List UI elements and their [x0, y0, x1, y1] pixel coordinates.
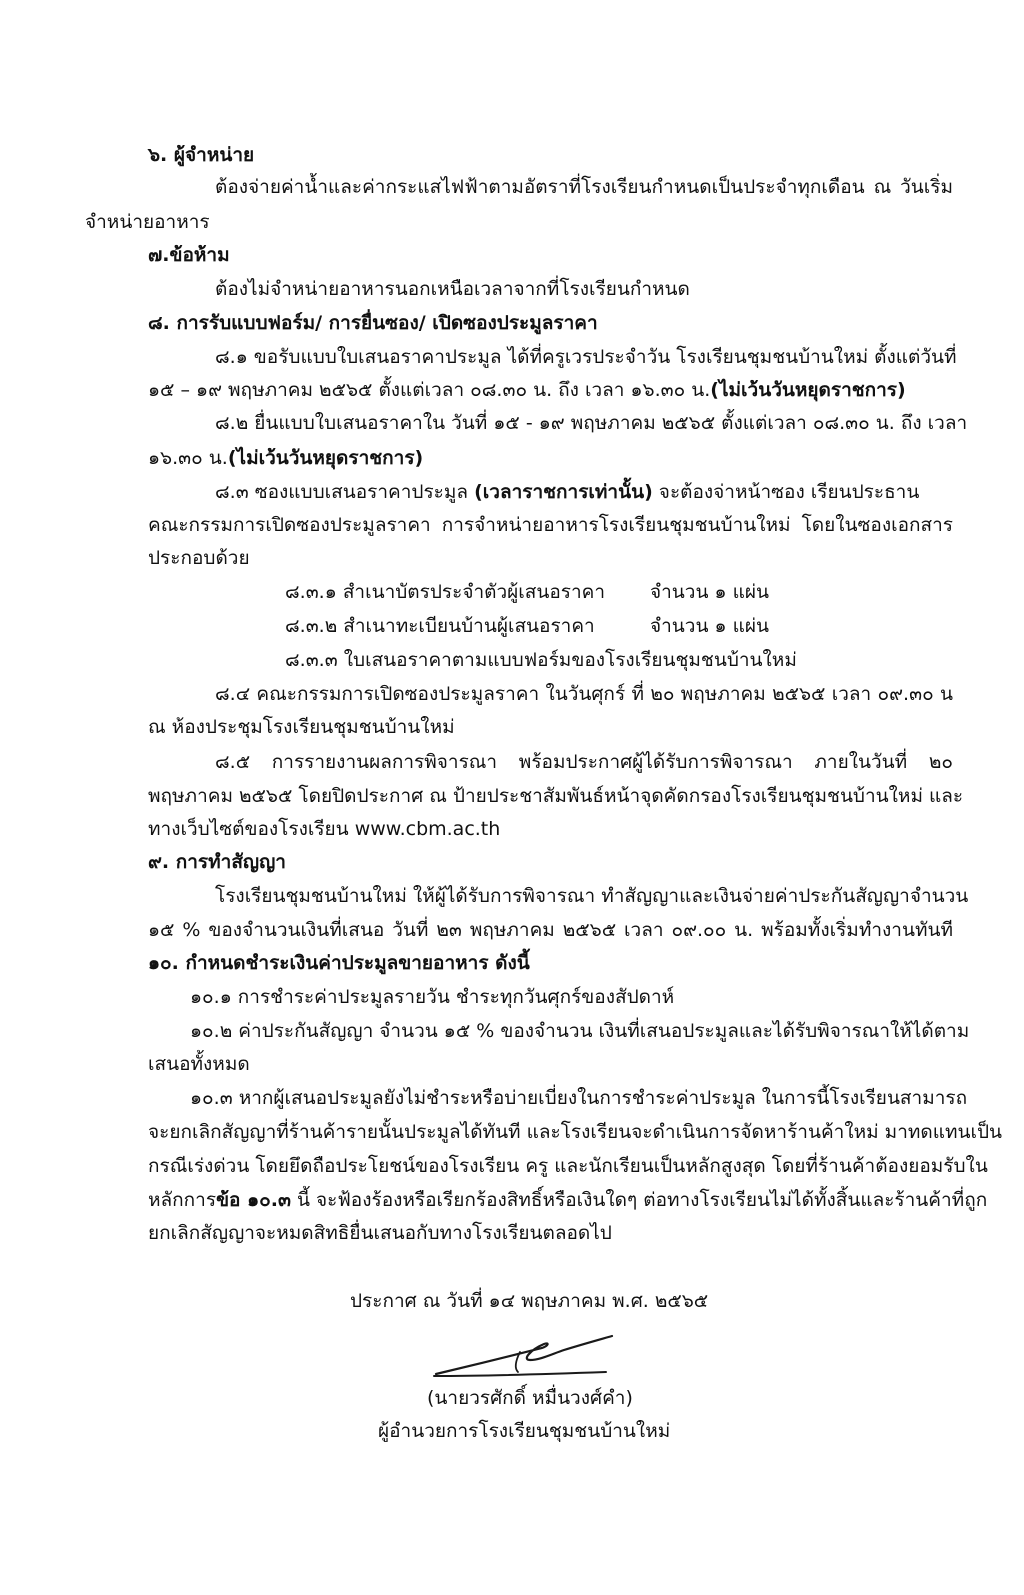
list-item-8-3-2: ๘.๓.๒ สำเนาทะเบียนบ้านผู้เสนอราคา [285, 615, 595, 637]
section-8-3-text-a: ๘.๓ ซองแบบเสนอราคาประมูล [215, 481, 475, 503]
section-10-3-clause: ข้อ ๑๐.๓ [216, 1189, 291, 1211]
list-item-8-3-3: ๘.๓.๓ ใบเสนอราคาตามแบบฟอร์มของโรงเรียนชุมชนบ้านใหม่ [285, 649, 797, 671]
section-10-2-line-2: เสนอทั้งหมด [148, 1053, 250, 1075]
section-8-1-note: (ไม่เว้นวันหยุดราชการ) [710, 379, 906, 401]
section-9-line-2: ๑๕ % ของจำนวนเงินที่เสนอ วันที่ ๒๓ พฤษภาคม ๒๕๖๕ เวลา ๐๙.๐๐ น. พร้อมทั้งเริ่มทำงานทันที [148, 919, 953, 941]
section-10-3-text-c: นี้ จะฟ้องร้องหรือเรียกร้องสิทธิ์หรือเงินใดๆ ต่อทางโรงเรียนไม่ได้ทั้งสิ้นและร้านค้าที่ถูก [290, 1189, 988, 1211]
section-10-3-text-a: หลักการ [148, 1189, 217, 1211]
section-8-heading: ๘. การรับแบบฟอร์ม/ การยื่นซอง/ เปิดซองประมูลราคา [148, 312, 598, 334]
section-8-2-line-2 [148, 446, 423, 470]
section-9-line-1: โรงเรียนชุมชนบ้านใหม่ ให้ผู้ได้รับการพิจารณา ทำสัญญาและเงินจ่ายค่าประกันสัญญาจำนวน [215, 885, 969, 907]
section-8-1-line-2 [148, 378, 906, 402]
section-8-5-line-1: ๘.๕ การรายงานผลการพิจารณา พร้อมประกาศผู้ได้รับการพิจารณา ภายในวันที่ ๒๐ [215, 751, 953, 773]
section-10-3-line-3: กรณีเร่งด่วน โดยยึดถือประโยชน์ของโรงเรียน ครู และนักเรียนเป็นหลักสูงสุด โดยที่ร้านค้าต้องยอมรับใน [148, 1155, 988, 1177]
section-10-3-line-4 [148, 1188, 987, 1212]
section-8-2-line-1: ๘.๒ ยื่นแบบใบเสนอราคาใน วันที่ ๑๕ - ๑๙ พฤษภาคม ๒๕๖๕ ตั้งแต่เวลา ๐๘.๓๐ น. ถึง เวลา [215, 412, 968, 434]
section-10-3-line-1: ๑๐.๓ หากผู้เสนอประมูลยังไม่ชำระหรือบ่ายเบี่ยงในการชำระค่าประมูล ในการนี้โรงเรียนสามารถ [190, 1087, 968, 1109]
section-6-heading: ๖. ผู้จำหน่าย [148, 144, 255, 166]
section-8-2-time: ๑๖.๓๐ น. [148, 447, 228, 469]
section-10-3-line-2: จะยกเลิกสัญญาที่ร้านค้ารายนั้นประมูลได้ทันที และโรงเรียนจะดำเนินการจัดหาร้านค้าใหม่ มาทดแทนเป็น [148, 1121, 1003, 1143]
section-7-line-1: ต้องไม่จำหน่ายอาหารนอกเหนือเวลาจากที่โรงเรียนกำหนด [215, 278, 690, 300]
signer-name: (นายวรศักดิ์ หมื่นวงศ์คำ) [427, 1387, 633, 1409]
section-8-2-note: (ไม่เว้นวันหยุดราชการ) [227, 447, 424, 469]
section-8-5-line-3: ทางเว็บไซต์ของโรงเรียน www.cbm.ac.th [148, 818, 501, 840]
section-6-line-2: จำหน่ายอาหาร [85, 211, 210, 233]
section-10-heading: ๑๐. กำหนดชำระเงินค่าประมูลขายอาหาร ดังนี้ [148, 952, 530, 974]
section-10-3-line-5: ยกเลิกสัญญาจะหมดสิทธิยื่นเสนอกับทางโรงเรียนตลอดไป [148, 1222, 612, 1244]
section-6-line-1: ต้องจ่ายค่าน้ำและค่ากระแสไฟฟ้าตามอัตราที่โรงเรียนกำหนดเป็นประจำทุกเดือน ณ วันเริ่ม [215, 176, 953, 198]
section-8-3-note: (เวลาราชการเท่านั้น) [474, 481, 653, 503]
section-8-5-line-2: พฤษภาคม ๒๕๖๕ โดยปิดประกาศ ณ ป้ายประชาสัมพันธ์หน้าจุดคัดกรองโรงเรียนชุมชนบ้านใหม่ และ [148, 785, 964, 807]
section-8-4-line-2: ณ ห้องประชุมโรงเรียนชุมชนบ้านใหม่ [148, 716, 455, 738]
announcement-date: ประกาศ ณ วันที่ ๑๔ พฤษภาคม พ.ศ. ๒๕๖๕ [350, 1290, 709, 1312]
section-8-3-line-1 [215, 480, 919, 504]
section-8-3-line-3: ประกอบด้วย [148, 547, 250, 569]
section-8-3-text-c: จะต้องจ่าหน้าซอง เรียนประธาน [652, 481, 920, 503]
list-item-8-3-1-qty: จำนวน ๑ แผ่น [650, 581, 769, 603]
list-item-8-3-1: ๘.๓.๑ สำเนาบัตรประจำตัวผู้เสนอราคา [285, 581, 606, 603]
section-8-4-line-1: ๘.๔ คณะกรรมการเปิดซองประมูลราคา ในวันศุกร์ ที่ ๒๐ พฤษภาคม ๒๕๖๕ เวลา ๐๙.๓๐ น [215, 683, 953, 705]
signature-image [430, 1330, 620, 1385]
section-10-2-line-1: ๑๐.๒ ค่าประกันสัญญา จำนวน ๑๕ % ของจำนวน เงินที่เสนอประมูลและได้รับพิจารณาให้ได้ตาม [190, 1020, 970, 1042]
list-item-8-3-2-qty: จำนวน ๑ แผ่น [650, 615, 769, 637]
section-9-heading: ๙. การทำสัญญา [148, 851, 286, 873]
signer-position: ผู้อำนวยการโรงเรียนชุมชนบ้านใหม่ [378, 1420, 671, 1442]
section-8-1-dates: ๑๕ – ๑๙ พฤษภาคม ๒๕๖๕ ตั้งแต่เวลา ๐๘.๓๐ น. ถึง เวลา ๑๖.๓๐ น. [148, 379, 711, 401]
section-10-1-line: ๑๐.๑ การชำระค่าประมูลรายวัน ชำระทุกวันศุกร์ของสัปดาห์ [190, 986, 675, 1008]
section-7-heading: ๗.ข้อห้าม [148, 244, 230, 266]
section-8-3-line-2: คณะกรรมการเปิดซองประมูลราคา การจำหน่ายอาหารโรงเรียนชุมชนบ้านใหม่ โดยในซองเอกสาร [148, 514, 953, 536]
section-8-1-line-1: ๘.๑ ขอรับแบบใบเสนอราคาประมูล ได้ที่ครูเวรประจำวัน โรงเรียนชุมชนบ้านใหม่ ตั้งแต่วันที่ [215, 346, 957, 368]
